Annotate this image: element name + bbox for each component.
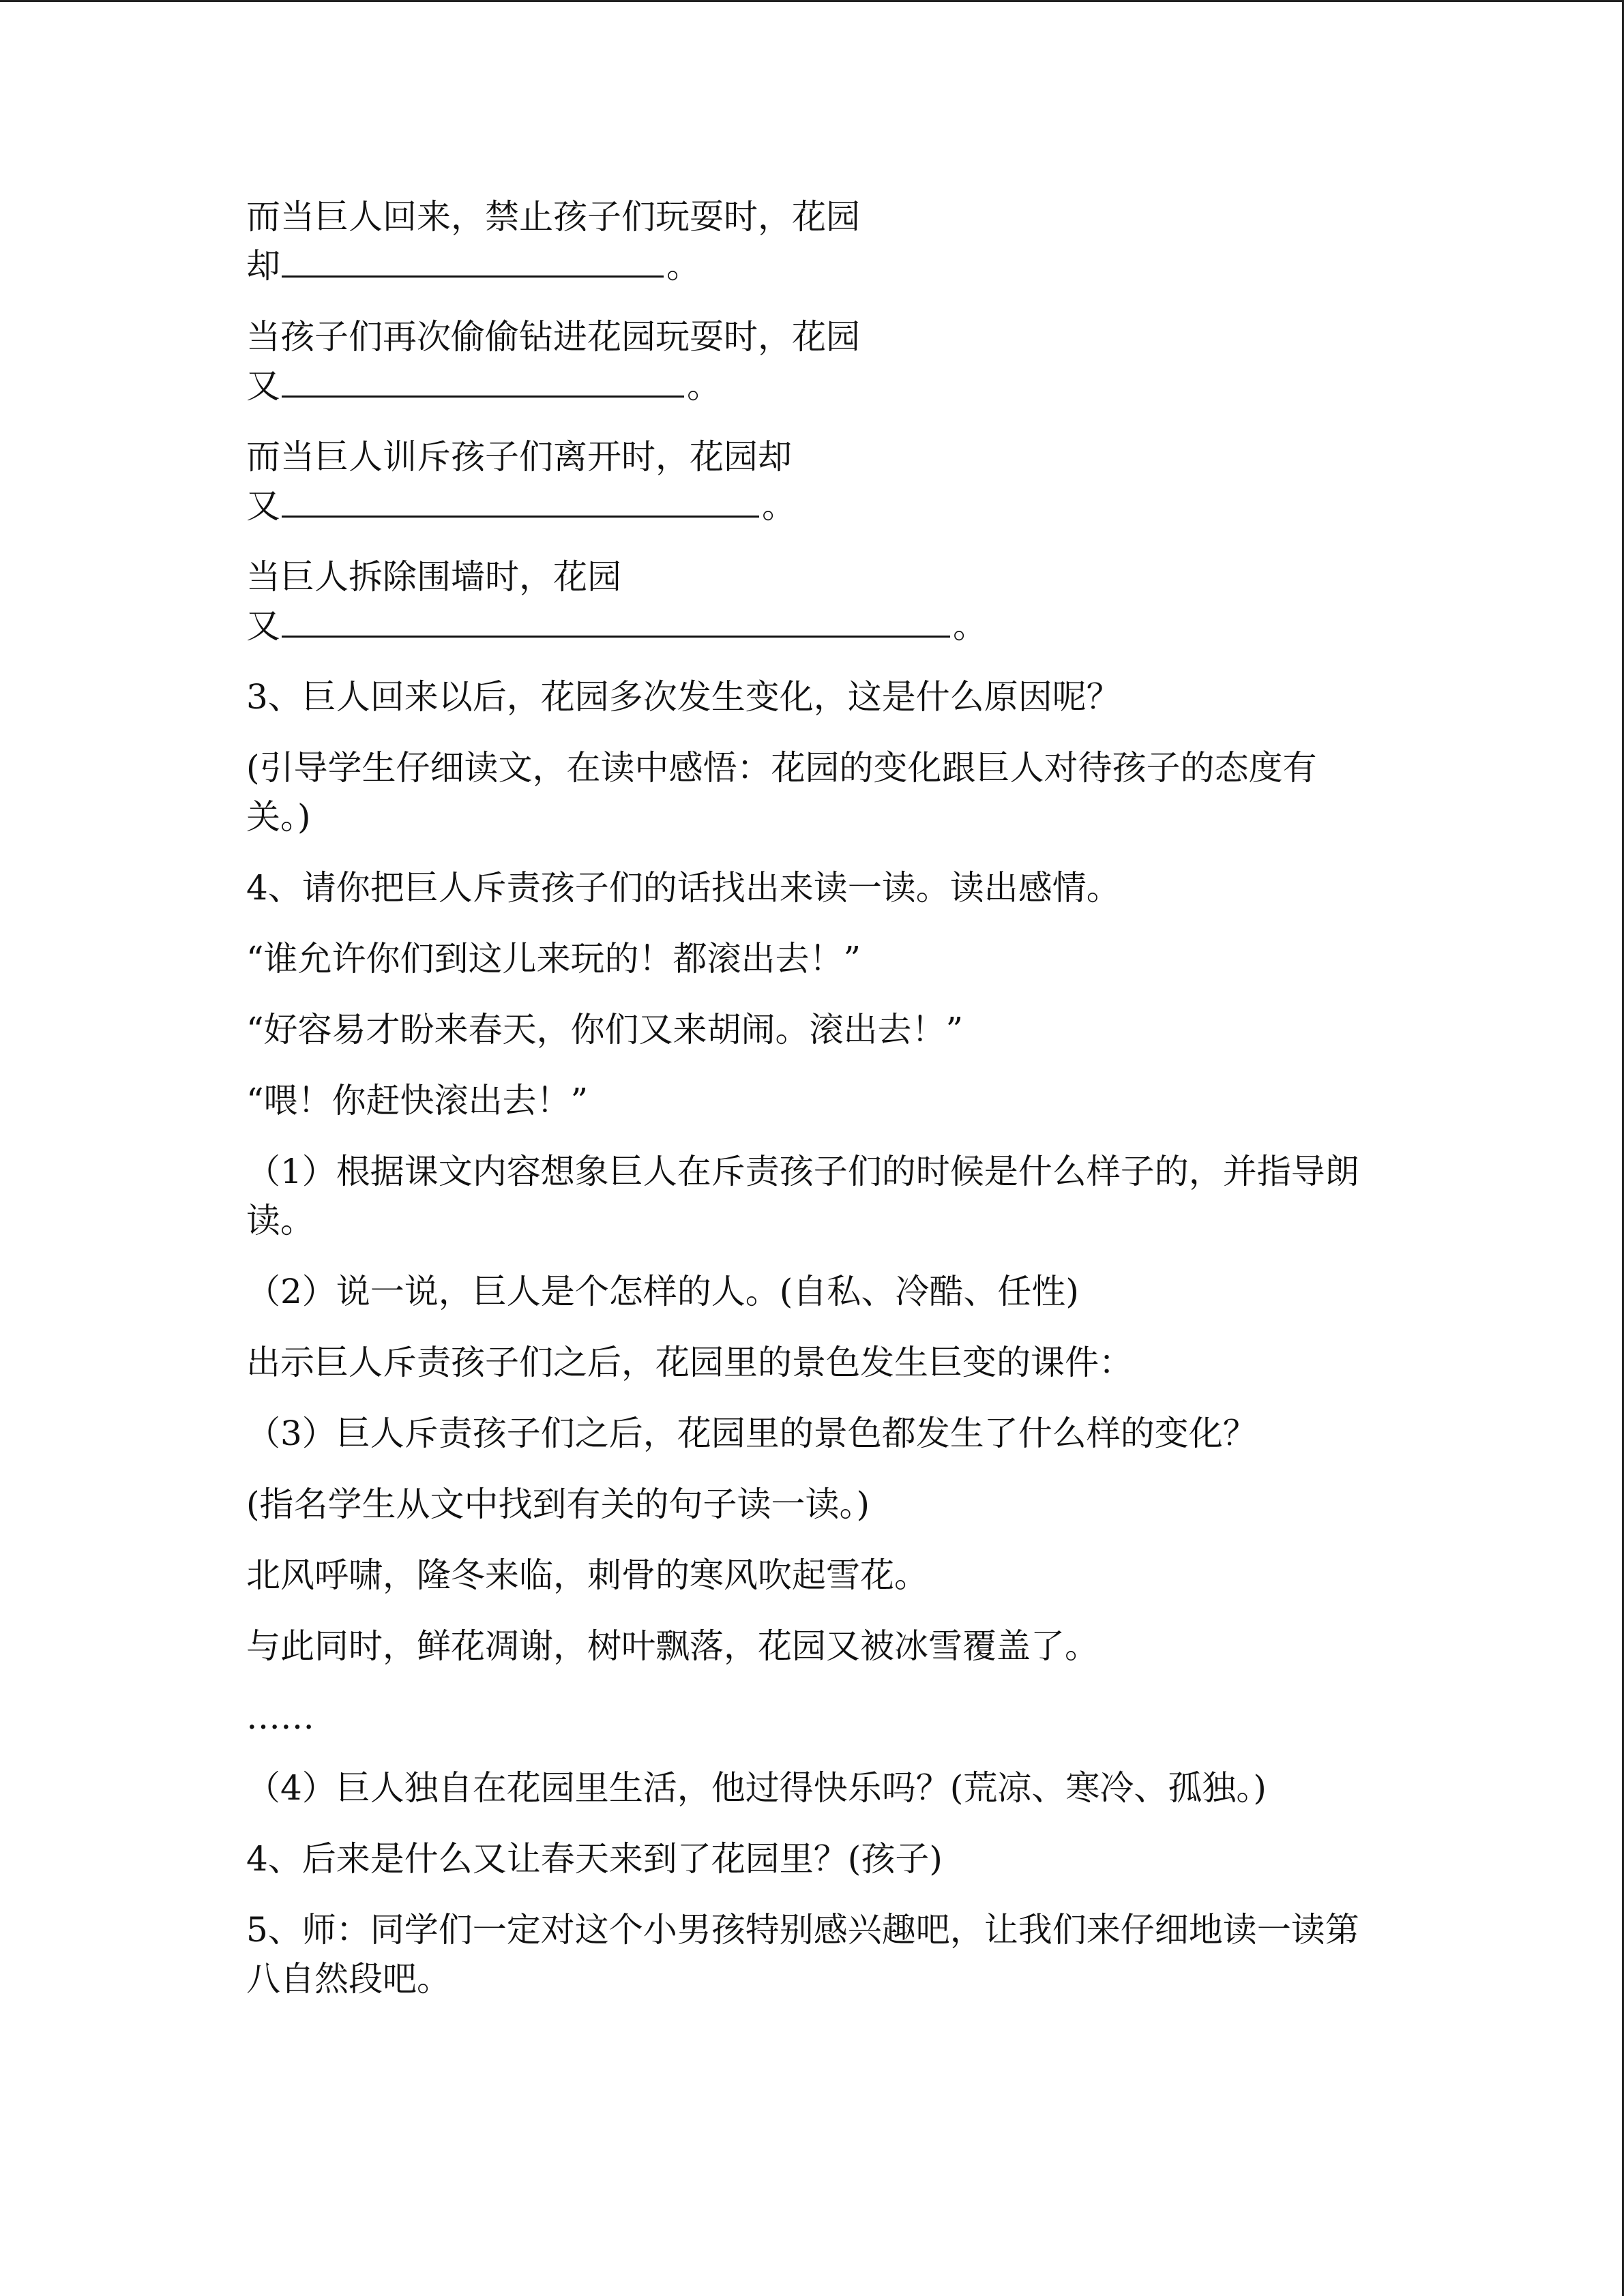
fill-in-suffix: 。	[687, 366, 721, 406]
fill-in-lead: 当巨人拆除围墙时，花园	[246, 557, 621, 597]
guidance-note: (引导学生仔细读文，在读中感悟：花园的变化跟巨人对待孩子的态度有关。)	[246, 748, 1317, 837]
quote-line: “好容易才盼来春天，你们又来胡闹。滚出去！”	[246, 1010, 964, 1049]
question-paragraph: 4、请你把巨人斥责孩子们的话找出来读一读。读出感情。	[246, 868, 1121, 908]
fill-in-blank[interactable]	[282, 481, 759, 518]
fill-in-blank[interactable]	[282, 601, 950, 638]
page-border-top	[0, 0, 1624, 2]
fill-in-suffix: 。	[762, 486, 796, 526]
fill-in-question	[246, 432, 1378, 531]
fill-in-lead: 当孩子们再次偷偷钻进花园玩耍时，花园	[246, 317, 860, 357]
text-excerpt: 与此同时，鲜花凋谢，树叶飘落，花园又被冰雪覆盖了。	[246, 1626, 1099, 1666]
instruction-line: 出示巨人斥责孩子们之后，花园里的景色发生巨变的课件：	[246, 1343, 1133, 1382]
sub-question: （3）巨人斥责孩子们之后，花园里的景色都发生了什么样的变化？	[246, 1414, 1257, 1453]
ellipsis: ……	[246, 1697, 314, 1737]
fill-in-question	[246, 192, 1378, 290]
fill-in-prefix: 又	[246, 606, 280, 646]
fill-in-blank[interactable]	[282, 361, 684, 398]
quote-line: “喂！你赶快滚出去！”	[246, 1081, 589, 1120]
fill-in-lead: 而当巨人训斥孩子们离开时，花园却	[246, 437, 792, 477]
fill-in-suffix: 。	[666, 246, 700, 286]
guidance-note: (指名学生从文中找到有关的句子读一读。)	[246, 1485, 870, 1524]
text-excerpt: 北风呼啸，隆冬来临，刺骨的寒风吹起雪花。	[246, 1555, 928, 1595]
quote-line: “谁允许你们到这儿来玩的！都滚出去！”	[246, 939, 861, 979]
fill-in-question	[246, 552, 1378, 651]
fill-in-lead: 而当巨人回来，禁止孩子们玩耍时，花园	[246, 197, 860, 237]
fill-in-prefix: 又	[246, 486, 280, 526]
fill-in-question	[246, 312, 1378, 411]
question-paragraph: 4、后来是什么又让春天来到了花园里？(孩子)	[246, 1839, 943, 1879]
fill-in-prefix: 又	[246, 366, 280, 406]
fill-in-blank[interactable]	[282, 241, 664, 278]
sub-question: （2）说一说，巨人是个怎样的人。(自私、冷酷、任性)	[246, 1272, 1079, 1311]
sub-question: （4）巨人独自在花园里生活，他过得快乐吗？(荒凉、寒冷、孤独。)	[246, 1768, 1267, 1808]
sub-question: （1）根据课文内容想象巨人在斥责孩子们的时候是什么样子的，并指导朗读。	[246, 1152, 1359, 1240]
question-paragraph: 3、巨人回来以后，花园多次发生变化，这是什么原因呢？	[246, 677, 1121, 717]
question-paragraph: 5、师：同学们一定对这个小男孩特别感兴趣吧，让我们来仔细地读一读第八自然段吧。	[246, 1910, 1359, 1999]
document-body	[246, 192, 1378, 2025]
fill-in-prefix: 却	[246, 246, 280, 286]
fill-in-suffix: 。	[953, 606, 987, 646]
